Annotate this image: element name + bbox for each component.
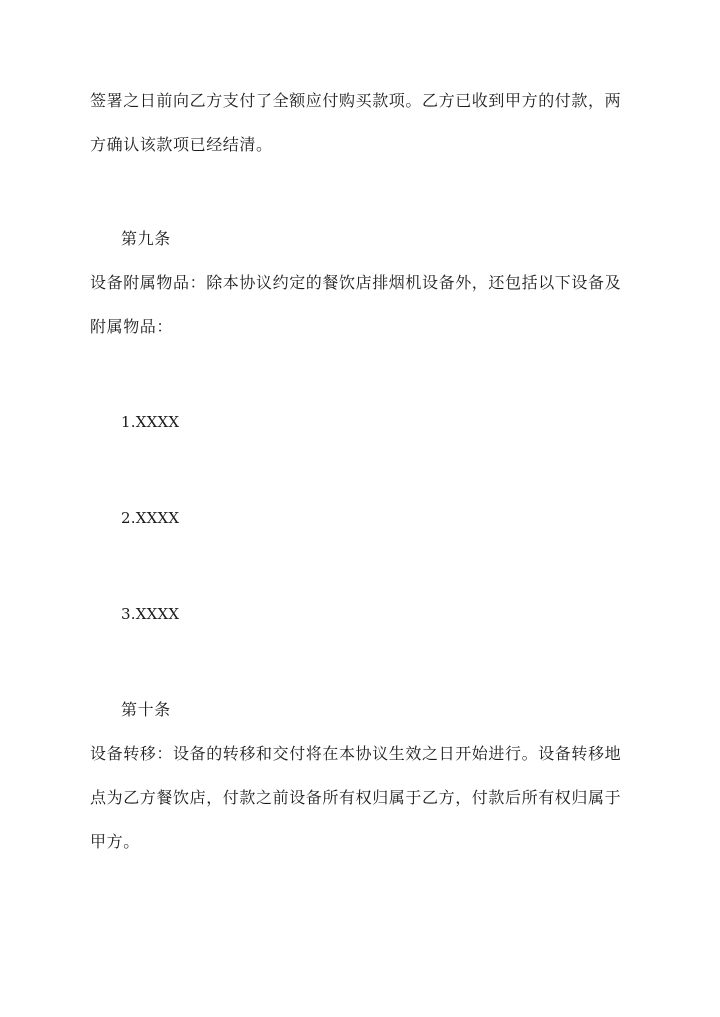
article-9-heading: 第九条 [121, 229, 171, 248]
intro-paragraph-line-1: 签署之日前向乙方支付了全额应付购买款项。乙方已收到甲方的付款，两 [90, 91, 622, 110]
list-item-3: 3.XXXX [121, 605, 180, 623]
article-9-paragraph-line-2: 附属物品： [90, 317, 174, 336]
article-10-heading: 第十条 [121, 700, 171, 719]
list-item-2: 2.XXXX [121, 509, 180, 527]
article-10-paragraph-line-2: 点为乙方餐饮店，付款之前设备所有权归属于乙方，付款后所有权归属于 [90, 788, 622, 807]
article-10-paragraph-line-1: 设备转移：设备的转移和交付将在本协议生效之日开始进行。设备转移地 [90, 744, 622, 763]
article-10-paragraph-line-3: 甲方。 [90, 832, 140, 851]
intro-paragraph-line-2: 方确认该款项已经结清。 [90, 135, 273, 154]
article-9-paragraph-line-1: 设备附属物品：除本协议约定的餐饮店排烟机设备外，还包括以下设备及 [90, 273, 622, 292]
list-item-1: 1.XXXX [121, 413, 180, 431]
